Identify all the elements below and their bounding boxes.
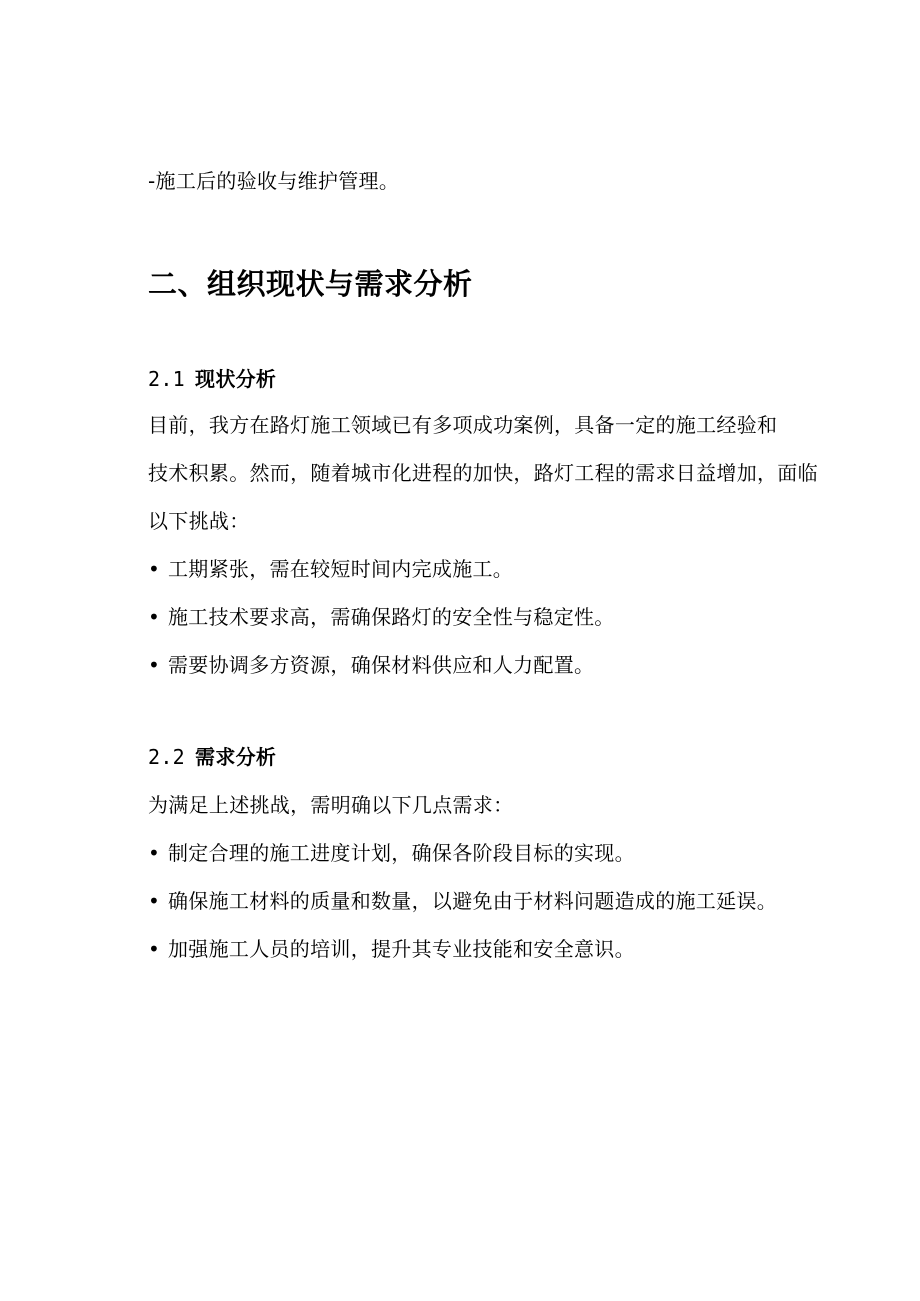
bullet-icon: • xyxy=(148,841,161,865)
paragraph-line: 以下挑战： xyxy=(148,509,250,533)
section-heading: 二、组织现状与需求分析 xyxy=(148,267,473,301)
list-item-text: 加强施工人员的培训，提升其专业技能和安全意识。 xyxy=(168,937,635,961)
list-item-text: 需要协调多方资源，确保材料供应和人力配置。 xyxy=(168,653,595,677)
subsection-title: 需求分析 xyxy=(195,745,277,769)
list-item xyxy=(148,888,777,914)
list-item-text: 确保施工材料的质量和数量，以避免由于材料问题造成的施工延误。 xyxy=(168,889,777,913)
list-item xyxy=(148,556,513,582)
list-item-text: 施工技术要求高，需确保路灯的安全性与稳定性。 xyxy=(168,605,615,629)
bullet-icon: • xyxy=(148,605,161,629)
bullet-icon: • xyxy=(148,889,161,913)
paragraph-line: 目前，我方在路灯施工领域已有多项成功案例，具备一定的施工经验和 xyxy=(148,413,778,437)
subsection-heading-requirements xyxy=(148,744,276,770)
subsection-title: 现状分析 xyxy=(195,367,277,391)
bullet-icon: • xyxy=(148,557,161,581)
list-item xyxy=(148,840,635,866)
list-item-maintenance: -施工后的验收与维护管理。 xyxy=(148,169,400,193)
list-item xyxy=(148,604,615,630)
subsection-heading-current-status xyxy=(148,366,276,392)
list-item-text: 工期紧张，需在较短时间内完成施工。 xyxy=(168,557,514,581)
bullet-icon: • xyxy=(148,937,161,961)
paragraph-line: 技术积累。然而，随着城市化进程的加快，路灯工程的需求日益增加，面临 xyxy=(148,461,818,485)
list-item xyxy=(148,652,594,678)
paragraph-line: 为满足上述挑战，需明确以下几点需求： xyxy=(148,793,514,817)
bullet-icon: • xyxy=(148,653,161,677)
list-item xyxy=(148,936,635,962)
list-item-text: 制定合理的施工进度计划，确保各阶段目标的实现。 xyxy=(168,841,635,865)
subsection-number: 2.1 xyxy=(148,367,186,391)
subsection-number: 2.2 xyxy=(148,745,186,769)
